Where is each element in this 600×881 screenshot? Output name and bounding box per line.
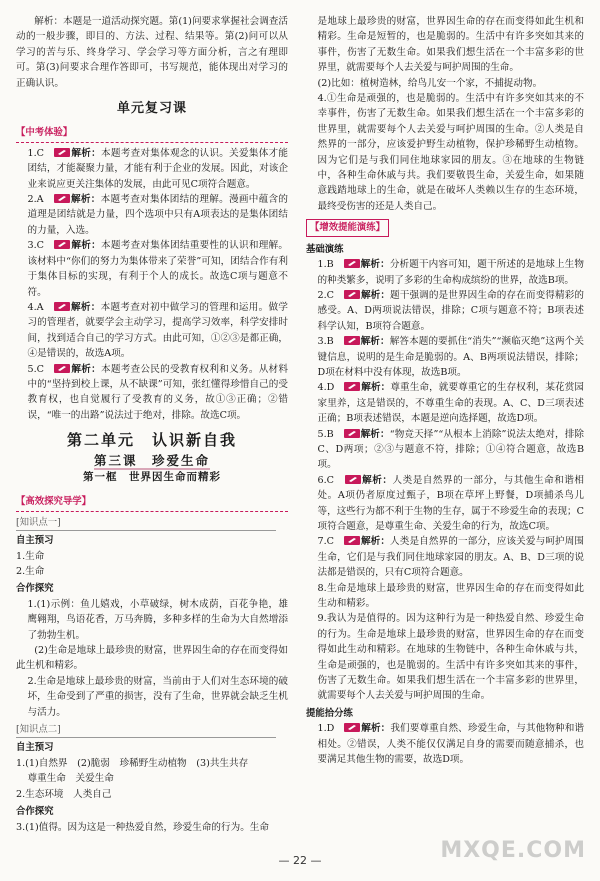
answer-item: 4.A 解析：本题考查对初中做学习的管理和运用。做学习的管理者，就要学会主动学习，提高学习效率，科学安排时间，找到适合自己的学习方式。由此可知，①②③是都正确，④是错误的，故选A项。 bbox=[27, 301, 289, 360]
zengxiao-label: 【增效提能演练】 bbox=[306, 219, 389, 236]
section-divider bbox=[16, 511, 288, 512]
list-item: (2)生命是地球上最珍贵的财富，世界因生命的存在而变得如此生机和精彩。 bbox=[16, 645, 288, 672]
answer-item: 5.B 解析：“物竞天择”“从根本上消除”说法太绝对，排除C、D两项；②③与题意不符，排除；①④符合题意，故选B项。 bbox=[317, 428, 584, 471]
watermark-logo: MXQE.COM bbox=[440, 838, 586, 863]
pencil-icon bbox=[344, 535, 360, 544]
tineng-heading: 提能拾分练 bbox=[306, 707, 353, 719]
pencil-icon bbox=[344, 381, 360, 390]
page-number: — 22 — bbox=[278, 854, 322, 867]
section-divider bbox=[16, 142, 288, 143]
answer-item: 1.D 解析：我们要尊重自然、珍爱生命，与其他物种和谐相处。②错误，人类不能仅仅满足自身的需要而随意捕杀，也要满足其他生物的需要，故选D项。 bbox=[317, 723, 585, 766]
answer-item: 9.我认为是值得的。因为这种行为是一种热爱自然、珍爱生命的行为。生命是地球上最珍贵的财富，世界因生命的存在而变得如此生动和精彩。在地球的生物链中，各种生命休戚与共，生命是顽强的，也是脆弱的。生活中有许多突如其来的事件，伤害了无数生命。如果我们想生活在一个丰富多彩的世界里，就需要每个人去关爱与呵护周围的生命。 bbox=[317, 613, 584, 702]
answer-item: 3.C 解析：本题考查对集体团结重要性的认识和理解。该材料中“你们的努力为集体带来了荣誉”可知，团结合作有利于集体目标的实现，有利于个人的成长。故选C项与题意不符。 bbox=[27, 240, 289, 298]
answer-item: 2.A 解析：本题考查对集体团结的理解。漫画中蕴含的道理是团结就是力量，四个选项中只有A项表达的是集体团结的力量，入选。 bbox=[27, 194, 289, 236]
pencil-icon bbox=[54, 193, 70, 202]
list-item: 1.生命 bbox=[16, 550, 45, 562]
kp-divider bbox=[16, 737, 276, 738]
zhongkao-label: 【中考体验】 bbox=[16, 127, 73, 139]
continued-text: 4.①生命是顽强的，也是脆弱的。生活中有许多突如其来的不幸事件，伤害了无数生命。如果我们想生活在一个丰富多彩的世界里，就需要每个人去关爱与呵护周围的生命。②人类是自然界的一部分，应该爱护野生动植物，保护珍稀野生动植物。因为它们是与我们同住地球家园的朋友。③在地球的生物链中，各种生命休戚与共。我们要敬畏生命，关爱生命，如果随意践踏地球上的生命，就是在破坏人类赖以生存的生态环境，最终受伤害的还是人类自己。 bbox=[317, 93, 584, 212]
pencil-icon bbox=[54, 301, 70, 310]
answer-item: 1.C 解析：本题考查对集体观念的认识。关爱集体才能团结，才能凝聚力量，才能有利于企业的发展。因此，对该企业来说应更关注集体的发展，由此可见C项符合题意。 bbox=[27, 147, 289, 190]
list-item: 2.生态环境 人类自己 bbox=[16, 788, 112, 800]
right-column bbox=[306, 14, 584, 768]
lesson-title bbox=[16, 453, 288, 468]
pencil-icon bbox=[345, 474, 361, 483]
hezuo-heading-1: 合作探究 bbox=[16, 583, 54, 595]
answer-item: 5.C 解析：本题考查公民的受教育权利和义务。从材料中的“坚持到校上课，从不缺课”可知，张红懂得珍惜自己的受教育权，也自觉履行了受教育的义务，故①③正确；②错误，“唯一的出路”说法过于绝对，排除。故选C项。 bbox=[27, 363, 289, 421]
answer-item: 6.C 解析：人类是自然界的一部分，与其他生命和谐相处。A项仍者原度过甄子，B项在草坪上野餐，D项捕杀鸟儿等，这些行为都不利于生物的生存，属于不珍爱生命的表现；C项符合题意，是尊重生命、关爱生命的行为，故选C项。 bbox=[317, 474, 585, 532]
frame-title: 第一框 世界因生命而精彩 bbox=[83, 470, 221, 483]
list-item: 3.(1)值得。因为这是一种热爱自然，珍爱生命的行为。生命 bbox=[16, 821, 269, 833]
zizhu-heading-1: 自主预习 bbox=[16, 535, 54, 547]
pencil-icon bbox=[54, 363, 70, 372]
answer-item: 3.B 解析：解答本题的要抓住“消失”“濒临灭绝”这两个关键信息，说明的是生命是脆弱的。A、B两项说法错误，排除；D项在材料中没有体现，故选B项。 bbox=[317, 336, 584, 378]
zizhu-heading-2: 自主预习 bbox=[16, 742, 54, 754]
knowledge-point-1: [知识点一] bbox=[16, 516, 61, 528]
continued-text: (2)比如：植树造林，给鸟儿安一个家，不捕捉动物。 bbox=[317, 77, 543, 89]
answer-item: 1.B 解析：分析题干内容可知，题干所述的是地球上生物的种类繁多，说明了多彩的生命构成缤纷的世界，故选B项。 bbox=[317, 259, 584, 286]
pencil-icon bbox=[54, 147, 70, 156]
intro-paragraph: 解析：本题是一道活动探究题。第(1)问要求掌握社会调查活动的一般步骤，即目的、方法、过程、结果等。第(2)问可以从学习的苦与乐、终身学习、学会学习等方面分析，言之有理即可。第(3)问要求合理作答即可，书写规范，能体现出对学习的正确认识。 bbox=[16, 16, 288, 89]
list-item: 1.(1)自然界 (2)脆弱 珍稀野生动植物 (3)共生共存 bbox=[16, 757, 249, 769]
left-column bbox=[16, 14, 288, 835]
continued-text: 是地球上最珍贵的财富，世界因生命的存在而变得如此生机和精彩。生命是短暂的，也是脆弱的。生活中有许多突如其来的事件，伤害了无数生命。如果我们想生活在一个丰富多彩的世界里，就需要每个人去关爱与呵护周围的生命。 bbox=[317, 16, 584, 74]
answer-item: 4.D 解析：尊重生命，就要尊重它的生存权利，某花赏园家里养，这是错误的，不尊重生命的表现。A、C、D三项表述正确；B项表述错误，本题是逆向选择题，故选D项。 bbox=[317, 382, 585, 425]
answer-item: 7.C 解析：人类是自然界的一部分，应该关爱与呵护周围生命，它们是与我们同住地球家园的朋友。A、B、D三项的说法都是错误的，只有C项符合题意。 bbox=[317, 536, 584, 579]
pencil-icon bbox=[344, 335, 360, 344]
jichu-heading: 基础演练 bbox=[306, 243, 344, 255]
list-item: 2.生命 bbox=[16, 566, 45, 577]
lesson-title-text: 第三课 珍爱生命 bbox=[93, 452, 210, 468]
list-item: 2.生命是地球上最珍贵的财富，当前由于人们对生态环境的破坏，生命受到了严重的损害，没有了生命，世界就会缺乏生机与活力。 bbox=[27, 675, 288, 718]
kp-divider bbox=[16, 530, 276, 531]
answer-item: 8.生命是地球上最珍贵的财富，世界因生命的存在而变得如此生动和精彩。 bbox=[317, 582, 584, 610]
unit-review-title: 单元复习课 bbox=[116, 101, 187, 117]
pencil-icon bbox=[54, 239, 70, 248]
pencil-icon bbox=[344, 258, 360, 267]
unit-title: 第二单元 认识新自我 bbox=[66, 431, 237, 450]
answer-item: 2.C 解析：题干强调的是世界因生命的存在而变得精彩的感受。A、D两项说法错误，排除；C项与题意不符；B项表述科学认知，B项符合题意。 bbox=[317, 289, 584, 332]
gaoxiao-label: 【高效探究导学】 bbox=[16, 496, 92, 508]
pencil-icon bbox=[344, 722, 360, 731]
pencil-icon bbox=[344, 428, 360, 437]
list-item: 1.(1)示例：鱼儿嬉戏，小草破绿，树木成荫，百花争艳，雄鹰翱翔，鸟语花香，万马奔腾，多种多样的生命为大自然增添了勃勃生机。 bbox=[27, 598, 288, 641]
pencil-icon bbox=[344, 289, 360, 298]
hezuo-heading-2: 合作探究 bbox=[16, 806, 54, 818]
list-item: 尊重生命 关爱生命 bbox=[27, 773, 114, 785]
knowledge-point-2: [知识点二] bbox=[16, 724, 61, 736]
